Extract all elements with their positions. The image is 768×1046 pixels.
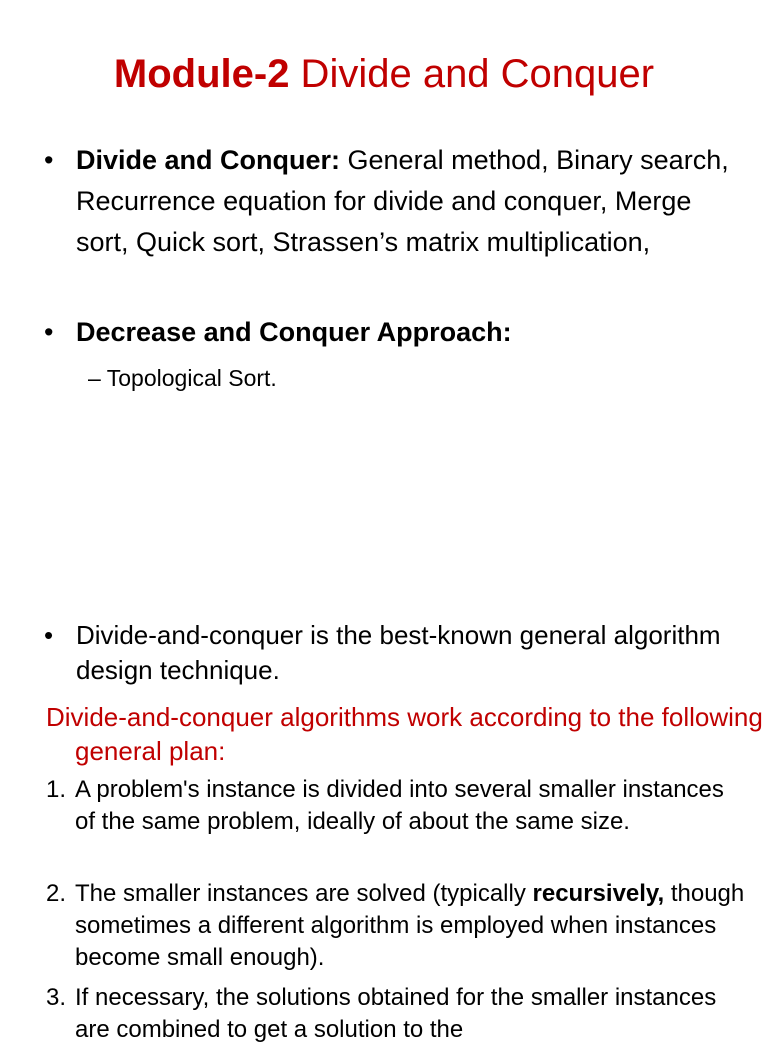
bullet-body: General method, Binary search, Recurrence equation for divide and conquer, Merge sort, Quick sort, Strassen’s matrix multiplication, (76, 145, 729, 257)
plan-step-3 (46, 982, 746, 1046)
plan-step-1 (46, 774, 746, 838)
step-text (75, 878, 746, 974)
bullet-text (76, 140, 734, 263)
bullet-text: Divide-and-conquer is the best-known general algorithm design technique. (76, 620, 721, 685)
title-module-label: Module-2 (113, 52, 290, 96)
bullet-dot: • (44, 317, 54, 347)
step-text-emphasis: recursively, (532, 880, 665, 907)
bullet-best-known-technique (44, 618, 734, 688)
bullet-dot: • (44, 145, 54, 175)
slide-title (0, 50, 768, 98)
sub-bullet-topological-sort: – Topological Sort. (88, 365, 277, 391)
step-number: 2. (46, 880, 67, 907)
step-text: A problem's instance is divided into several smaller instances of the same problem, ideally of about the same size. (75, 776, 724, 835)
bullet-heading: Divide and Conquer: (76, 145, 341, 175)
bullet-heading: Decrease and Conquer Approach: (76, 317, 512, 347)
step-number: 3. (46, 984, 67, 1011)
bullet-divide-and-conquer (44, 140, 734, 263)
bullet-decrease-and-conquer (44, 312, 734, 353)
slide-module-2 (0, 0, 768, 512)
step-number: 1. (46, 776, 67, 803)
title-topic: Divide and Conquer (289, 52, 655, 96)
general-plan-heading: Divide-and-conquer algorithms work according to the following general plan: (46, 702, 763, 766)
bullet-dot: • (44, 620, 54, 650)
plan-step-2 (46, 878, 746, 974)
step-text-post: though sometimes a different algorithm is employed when instances become small enough). (75, 880, 745, 971)
step-text-pre: The smaller instances are solved (typically (75, 880, 533, 907)
step-text: If necessary, the solutions obtained for the smaller instances are combined to get a solution to the (75, 984, 717, 1043)
slide-general-plan (0, 512, 768, 1043)
